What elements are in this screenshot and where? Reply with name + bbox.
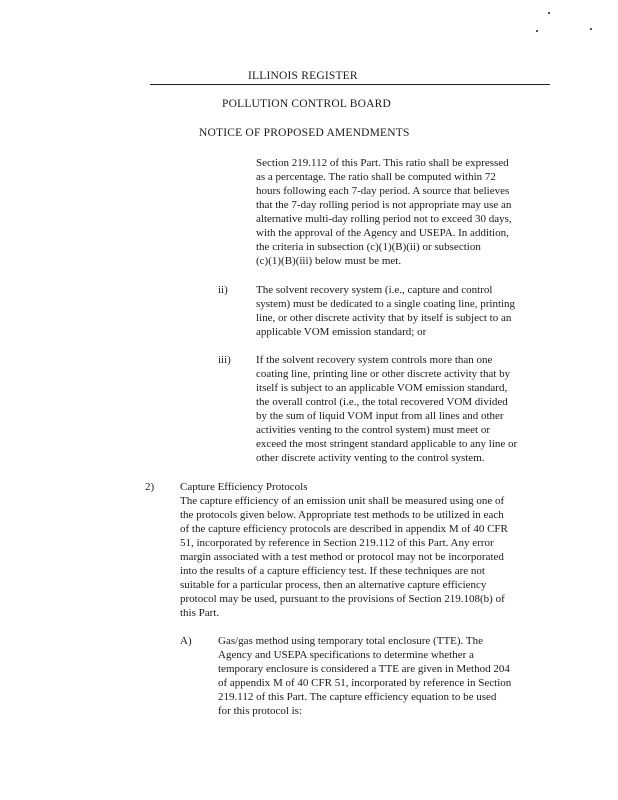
- scan-speck: [548, 12, 550, 14]
- text-line: itself is subject to an applicable VOM emission standard,: [256, 382, 508, 394]
- text-line: hours following each 7-day period. A source that believes: [256, 185, 510, 197]
- text-line: Agency and USEPA specifications to determine whether a: [218, 649, 474, 661]
- text-line: system) must be dedicated to a single coating line, printing: [256, 298, 516, 310]
- text-line: this Part.: [180, 607, 220, 619]
- text-line: of appendix M of 40 CFR 51, incorporated by reference in Section: [218, 677, 512, 689]
- item-ii-label: ii): [218, 284, 228, 296]
- section-2-label: 2): [145, 481, 155, 493]
- text-line: If the solvent recovery system controls more than one: [256, 354, 493, 366]
- register-title: ILLINOIS REGISTER: [248, 70, 358, 82]
- text-line: other discrete activity venting to the control system.: [256, 452, 485, 464]
- text-line: 219.112 of this Part. The capture efficiency equation to be used: [218, 691, 497, 703]
- text-line: into the results of a capture efficiency test. If these techniques are not: [180, 565, 485, 577]
- text-line: margin associated with a test method or protocol may not be incorporated: [180, 551, 504, 563]
- text-line: temporary enclosure is considered a TTE are given in Method 204: [218, 663, 510, 675]
- text-line: applicable VOM emission standard; or: [256, 326, 427, 338]
- header-rule: [150, 84, 550, 85]
- text-line: coating line, printing line or other discrete activity that by: [256, 368, 511, 380]
- text-line: (c)(1)(B)(iii) below must be met.: [256, 255, 402, 267]
- text-line: the protocols given below. Appropriate test methods to be utilized in each: [180, 509, 504, 521]
- text-line: as a percentage. The ratio shall be computed within 72: [256, 171, 496, 183]
- section-2-title: Capture Efficiency Protocols: [180, 481, 308, 493]
- text-line: suitable for a particular process, then an alternative capture efficiency: [180, 579, 487, 591]
- text-line: The capture efficiency of an emission unit shall be measured using one of: [180, 495, 505, 507]
- text-line: the overall control (i.e., the total recovered VOM divided: [256, 396, 508, 408]
- scan-speck: [590, 28, 592, 30]
- text-line: by the sum of liquid VOM input from all lines and other: [256, 410, 504, 422]
- item-iii-label: iii): [218, 354, 231, 366]
- text-line: line, or other discrete activity that by itself is subject to an: [256, 312, 512, 324]
- text-line: the criteria in subsection (c)(1)(B)(ii) or subsection: [256, 241, 481, 253]
- text-line: The solvent recovery system (i.e., capture and control: [256, 284, 493, 296]
- text-line: that the 7-day rolling period is not appropriate may use an: [256, 199, 512, 211]
- item-a-label: A): [180, 635, 192, 647]
- text-line: alternative multi-day rolling period not to exceed 30 days,: [256, 213, 512, 225]
- board-title: POLLUTION CONTROL BOARD: [222, 98, 392, 110]
- text-line: exceed the most stringent standard applicable to any line or: [256, 438, 518, 450]
- text-line: of the capture efficiency protocols are described in appendix M of 40 CFR: [180, 523, 508, 535]
- text-line: Section 219.112 of this Part. This ratio shall be expressed: [256, 157, 509, 169]
- notice-title: NOTICE OF PROPOSED AMENDMENTS: [199, 127, 410, 139]
- text-line: activities venting to the control system) must meet or: [256, 424, 491, 436]
- scan-speck: [536, 30, 538, 32]
- text-line: for this protocol is:: [218, 705, 303, 717]
- text-line: 51, incorporated by reference in Section 219.112 of this Part. Any error: [180, 537, 494, 549]
- text-line: protocol may be used, pursuant to the provisions of Section 219.108(b) of: [180, 593, 505, 605]
- text-line: with the approval of the Agency and USEPA. In addition,: [256, 227, 509, 239]
- text-line: Gas/gas method using temporary total enclosure (TTE). The: [218, 635, 483, 647]
